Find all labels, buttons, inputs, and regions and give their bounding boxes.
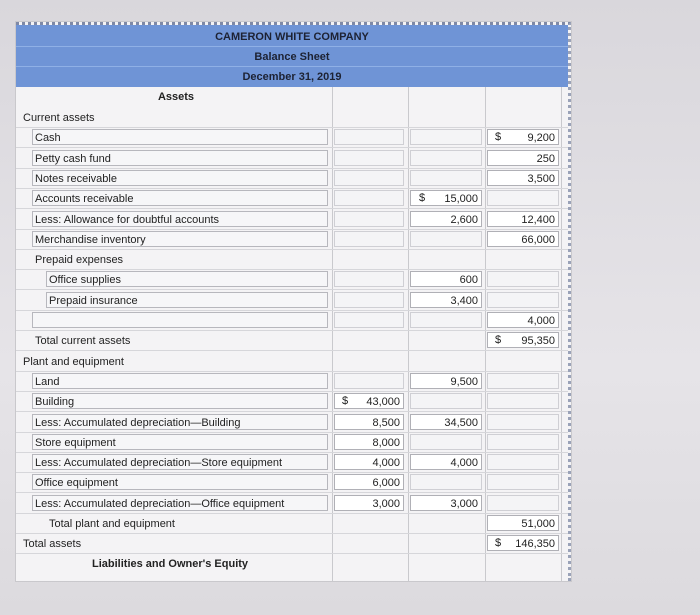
table-row (16, 269, 568, 289)
table-row (16, 148, 568, 168)
amount-input[interactable]: 95,350 (487, 332, 559, 348)
amount-input[interactable] (410, 312, 482, 328)
liabilities-heading: Liabilities and Owner's Equity (92, 558, 249, 570)
row-label[interactable]: Notes receivable (32, 170, 328, 186)
amount-input[interactable] (410, 231, 482, 247)
table-row (16, 432, 568, 452)
row-label[interactable]: Store equipment (32, 434, 328, 450)
table-row (16, 452, 568, 472)
row-label[interactable]: Petty cash fund (32, 150, 328, 166)
amount-input[interactable]: 51,000 (487, 515, 559, 531)
row-label[interactable]: Prepaid insurance (46, 292, 328, 308)
amount-input[interactable]: 146,350 (487, 535, 559, 551)
row-label: Prepaid expenses (35, 254, 124, 267)
balance-sheet (16, 22, 571, 581)
row-label[interactable]: Land (32, 373, 328, 389)
row-label[interactable]: Less: Accumulated depreciation—Store equipment (32, 454, 328, 470)
amount-input[interactable]: 4,000 (487, 312, 559, 328)
row-label[interactable]: Less: Allowance for doubtful accounts (32, 211, 328, 227)
table-row (16, 351, 568, 371)
row-label[interactable]: Accounts receivable (32, 190, 328, 206)
amount-input[interactable]: 34,500 (410, 414, 482, 430)
amount-input[interactable]: 3,500 (487, 170, 559, 186)
amount-input[interactable]: 3,000 (410, 495, 482, 511)
amount-input[interactable] (334, 211, 404, 227)
amount-input[interactable]: 250 (487, 150, 559, 166)
table-row (16, 209, 568, 229)
amount-input[interactable] (487, 393, 559, 409)
row-label[interactable]: Merchandise inventory (32, 231, 328, 247)
dollar-sign: $ (495, 537, 502, 550)
amount-input[interactable] (410, 474, 482, 490)
table-row (16, 290, 568, 310)
row-label: Total current assets (35, 335, 131, 348)
row-label[interactable]: Building (32, 393, 328, 409)
table-row (16, 513, 568, 533)
table-row (16, 371, 568, 391)
amount-input[interactable] (487, 434, 559, 450)
amount-input[interactable] (334, 170, 404, 186)
amount-input[interactable] (334, 292, 404, 308)
amount-input[interactable]: 4,000 (334, 454, 404, 470)
table-row (16, 168, 568, 188)
amount-input[interactable]: 9,500 (410, 373, 482, 389)
sheet-header (16, 25, 568, 87)
amount-input[interactable] (410, 393, 482, 409)
amount-input[interactable] (334, 150, 404, 166)
amount-input[interactable] (487, 495, 559, 511)
row-label[interactable]: Less: Accumulated depreciation—Building (32, 414, 328, 430)
row-label: Total assets (23, 538, 82, 551)
amount-input[interactable] (334, 271, 404, 287)
row-label: Current assets (23, 112, 95, 124)
amount-input[interactable]: 12,400 (487, 211, 559, 227)
amount-input[interactable]: 8,500 (334, 414, 404, 430)
table-row (16, 412, 568, 432)
table-row (16, 188, 568, 208)
table-row (16, 249, 568, 269)
statement-date: December 31, 2019 (242, 71, 342, 83)
table-row (16, 533, 568, 553)
amount-input[interactable]: 15,000 (410, 190, 482, 206)
dollar-sign: $ (342, 395, 349, 408)
table-row (16, 330, 568, 350)
amount-input[interactable] (410, 150, 482, 166)
row-label[interactable] (32, 312, 328, 328)
amount-input[interactable]: 9,200 (487, 129, 559, 145)
amount-input[interactable] (487, 474, 559, 490)
row-label[interactable]: Office supplies (46, 271, 328, 287)
amount-input[interactable]: 3,400 (410, 292, 482, 308)
amount-input[interactable]: 8,000 (334, 434, 404, 450)
dollar-sign: $ (495, 131, 502, 144)
row-label[interactable]: Office equipment (32, 474, 328, 490)
table-row (16, 229, 568, 249)
amount-input[interactable]: 2,600 (410, 211, 482, 227)
table-row (16, 472, 568, 492)
amount-input[interactable] (334, 190, 404, 206)
amount-input[interactable] (487, 373, 559, 389)
amount-input[interactable] (334, 129, 404, 145)
amount-input[interactable] (487, 292, 559, 308)
amount-input[interactable]: 600 (410, 271, 482, 287)
table-row (16, 391, 568, 411)
table-row (16, 127, 568, 147)
statement-title: Balance Sheet (254, 51, 330, 63)
amount-input[interactable] (410, 434, 482, 450)
dollar-sign: $ (495, 334, 502, 347)
amount-input[interactable]: 3,000 (334, 495, 404, 511)
row-label[interactable]: Cash (32, 129, 328, 145)
table-row (16, 107, 568, 127)
amount-input[interactable] (487, 414, 559, 430)
amount-input[interactable] (410, 170, 482, 186)
amount-input[interactable] (487, 454, 559, 470)
amount-input[interactable] (334, 231, 404, 247)
table-row (16, 310, 568, 330)
amount-input[interactable] (487, 190, 559, 206)
amount-input[interactable] (487, 271, 559, 287)
table-row (16, 493, 568, 513)
company-name: CAMERON WHITE COMPANY (215, 31, 369, 43)
amount-input[interactable] (410, 129, 482, 145)
row-label: Plant and equipment (23, 355, 124, 368)
amount-input[interactable]: 6,000 (334, 474, 404, 490)
amount-input[interactable]: 4,000 (410, 454, 482, 470)
amount-input[interactable]: 66,000 (487, 231, 559, 247)
amount-input[interactable] (334, 373, 404, 389)
row-label: Total plant and equipment (49, 518, 175, 530)
assets-heading: Assets (157, 91, 195, 103)
amount-input[interactable] (334, 312, 404, 328)
dollar-sign: $ (419, 192, 426, 205)
amount-input[interactable]: 43,000 (334, 393, 404, 409)
row-label[interactable]: Less: Accumulated depreciation—Office equipment (32, 495, 328, 511)
